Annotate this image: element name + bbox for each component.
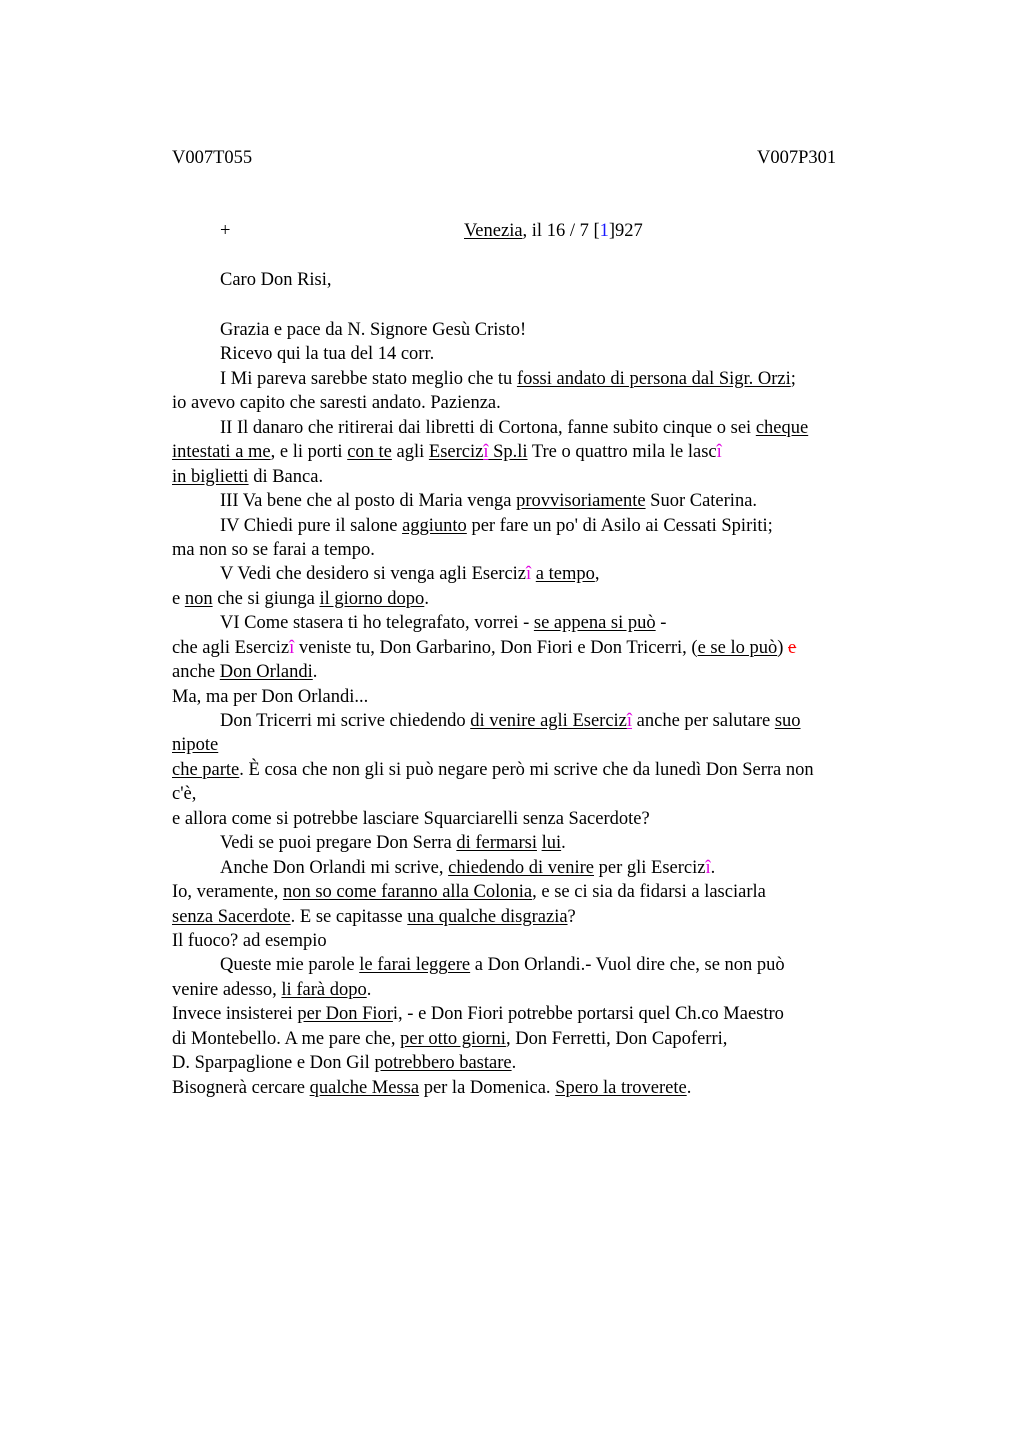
underlined-text: non so come faranno alla Colonia	[282, 882, 533, 903]
line-text: î	[716, 442, 722, 463]
letter-line	[172, 953, 892, 977]
line-text: VI Come stasera ti ho telegrafato, vorrei -	[220, 613, 534, 634]
line-text: , e se ci sia da fidarsi a lasciarla	[532, 882, 766, 903]
line-text: .	[511, 1053, 517, 1074]
document-code-right: V007P301	[757, 148, 837, 168]
line-text: ,	[594, 564, 600, 585]
line-text: .	[424, 588, 429, 609]
line-text: )	[777, 637, 789, 658]
letter-line	[172, 440, 892, 464]
line-text: Il fuoco? ad esempio	[172, 930, 327, 951]
line-text: I Mi pareva sarebbe stato meglio che tu	[220, 368, 517, 389]
document-code-left: V007T055	[172, 148, 253, 168]
salutation: Caro Don Risi,	[220, 270, 332, 290]
underlined-text: di fermarsi	[456, 833, 537, 854]
line-text: . È cosa che non gli si può negare però mi scrive che da lunedì Don Serra non	[239, 759, 814, 780]
letter-line	[172, 318, 892, 342]
letter-line	[172, 685, 892, 709]
line-text: Ma, ma per Don Orlandi...	[172, 686, 369, 707]
underlined-text: una qualche disgrazia	[407, 906, 568, 927]
letter-line	[172, 562, 892, 586]
underlined-text: provvisoriamente	[516, 491, 646, 512]
underlined-text: a tempo	[535, 564, 595, 585]
line-text: che agli Eserciz	[172, 637, 290, 658]
underlined-text: lui	[541, 833, 562, 854]
line-text: anche	[172, 662, 220, 683]
line-text: che si giunga	[212, 588, 320, 609]
underlined-text: fossi andato di persona dal Sigr. Orzi	[516, 368, 791, 389]
letter-line	[172, 514, 892, 538]
line-text: , Don Ferretti, Don Capoferri,	[505, 1028, 728, 1049]
letter-line	[172, 391, 892, 415]
underlined-text: di venire agli Eserciz	[470, 711, 627, 731]
letter-line	[172, 636, 892, 660]
letter-line	[172, 880, 892, 904]
letter-line	[172, 856, 892, 880]
line-text: c'è,	[172, 784, 197, 805]
line-text: ma non so se farai a tempo.	[172, 539, 375, 560]
line-text: di Montebello. A me pare che,	[172, 1028, 401, 1049]
letter-line	[172, 489, 892, 513]
line-text: Invece insisterei	[172, 1004, 298, 1025]
underlined-text: in biglietti	[172, 466, 249, 487]
line-text: a Don Orlandi.- Vuol dire che, se non può	[470, 955, 785, 976]
line-text: Don Tricerri mi scrive chiedendo	[220, 711, 471, 731]
line-text: io avevo capito che saresti andato. Pazienza.	[172, 393, 501, 414]
line-text: ;	[790, 368, 796, 389]
underlined-text: le farai leggere	[359, 955, 471, 976]
letter-line	[172, 709, 892, 733]
line-text: .	[366, 979, 372, 1000]
line-text: Tre o quattro mila le lasc	[527, 442, 717, 463]
letter-line	[172, 1051, 892, 1075]
underlined-text: suo	[774, 711, 801, 731]
letter-line	[172, 733, 892, 757]
line-text: V Vedi che desidero si venga agli Eserciz	[220, 564, 527, 585]
line-text: .	[710, 857, 716, 878]
line-text: anche per salutare	[632, 711, 775, 731]
underlined-text: chiedendo di venire	[448, 857, 594, 878]
line-text: Vedi se puoi pregare Don Serra	[220, 833, 457, 854]
letter-line	[172, 342, 892, 366]
line-text: Ricevo qui la tua del 14 corr.	[220, 344, 435, 365]
line-text: per gli Eserciz	[594, 857, 706, 878]
underlined-text: e se lo può	[697, 637, 778, 658]
letter-body	[172, 318, 892, 1100]
letter-line	[172, 807, 892, 831]
line-text: III Va bene che al posto di Maria venga	[220, 491, 517, 512]
line-text: agli	[391, 442, 429, 463]
letter-line	[172, 538, 892, 562]
line-text: , e li porti	[270, 442, 348, 463]
line-text: di Banca.	[248, 466, 324, 487]
line-text: Queste mie parole	[220, 955, 360, 976]
line-text: e	[172, 588, 185, 609]
cross-mark: +	[220, 221, 231, 241]
underlined-text: per Don Fior	[297, 1004, 393, 1025]
letter-line	[172, 660, 892, 684]
line-text: per fare un po' di Asilo ai Cessati Spiriti;	[466, 515, 773, 536]
letter-line	[172, 587, 892, 611]
letter-date	[464, 221, 643, 242]
underlined-text: nipote	[172, 735, 219, 756]
letter-line	[172, 782, 892, 806]
underlined-text: non	[184, 588, 213, 609]
underlined-text: Don Orlandi	[219, 662, 313, 683]
deleted-text: e	[788, 637, 797, 658]
underlined-text: cheque	[755, 417, 809, 438]
letter-line	[172, 978, 892, 1002]
line-text: . E se capitasse	[290, 906, 408, 927]
date-line	[172, 221, 872, 245]
line-text: venire adesso,	[172, 979, 282, 1000]
line-text: veniste tu, Don Garbarino, Don Fiori e Don Tricerri, (	[294, 637, 698, 658]
letter-line	[172, 1002, 892, 1026]
line-text: e allora come si potrebbe lasciare Squarciarelli senza Sacerdote?	[172, 808, 650, 829]
letter-line	[172, 1076, 892, 1100]
underlined-text: î	[483, 442, 489, 463]
line-text: .	[686, 1077, 692, 1098]
underlined-text: aggiunto	[402, 515, 467, 536]
line-text: II Il danaro che ritirerai dai libretti di Cortona, fanne subito cinque o sei	[220, 417, 756, 438]
underlined-text: potrebbero bastare	[374, 1053, 512, 1074]
date-text-b: ]927	[608, 221, 643, 241]
date-city: Venezia	[464, 221, 523, 241]
underlined-text: intestati a me	[172, 442, 271, 463]
date-year-digit: 1	[599, 221, 609, 241]
underlined-text: che parte	[172, 759, 240, 780]
letter-line	[172, 367, 892, 391]
underlined-text: se appena si può	[533, 613, 656, 634]
line-text: Io, veramente,	[172, 882, 283, 903]
letter-line	[172, 611, 892, 635]
letter-line	[172, 905, 892, 929]
letter-line	[172, 758, 892, 782]
underlined-text: per otto giorni	[400, 1028, 506, 1049]
date-text-a: , il 16 / 7 [	[522, 221, 600, 241]
line-text: D. Sparpaglione e Don Gil	[172, 1053, 375, 1074]
letter-line	[172, 416, 892, 440]
underlined-text: con te	[347, 442, 392, 463]
line-text: Grazia e pace da N. Signore Gesù Cristo!	[220, 320, 527, 340]
underlined-text: li farà dopo	[281, 979, 367, 1000]
underlined-text: î	[626, 711, 633, 731]
underlined-text: qualche Messa	[309, 1077, 420, 1098]
underlined-text: Sp.li	[488, 442, 528, 463]
underlined-text: Eserciz	[428, 442, 484, 463]
line-text: .	[312, 662, 318, 683]
line-text: Anche Don Orlandi mi scrive,	[220, 857, 449, 878]
underlined-text: senza Sacerdote	[172, 906, 291, 927]
line-text: IV Chiedi pure il salone	[220, 515, 403, 536]
letter-line	[172, 465, 892, 489]
line-text: ?	[567, 906, 576, 927]
line-text: -	[655, 613, 667, 634]
line-text: î	[289, 637, 295, 658]
letter-line	[172, 1027, 892, 1051]
line-text: i, - e Don Fiori potrebbe portarsi quel Ch.co Maestro	[392, 1004, 784, 1025]
line-text: .	[561, 833, 566, 854]
letter-line	[172, 831, 892, 855]
underlined-text: Spero la troverete	[555, 1077, 687, 1098]
line-text: Bisognerà cercare	[172, 1077, 310, 1098]
line-text: î	[705, 857, 711, 878]
line-text: per la Domenica.	[419, 1077, 556, 1098]
letter-line	[172, 929, 892, 953]
line-text: Suor Caterina.	[645, 491, 758, 512]
underlined-text: il giorno dopo	[319, 588, 425, 609]
line-text: î	[526, 564, 532, 585]
